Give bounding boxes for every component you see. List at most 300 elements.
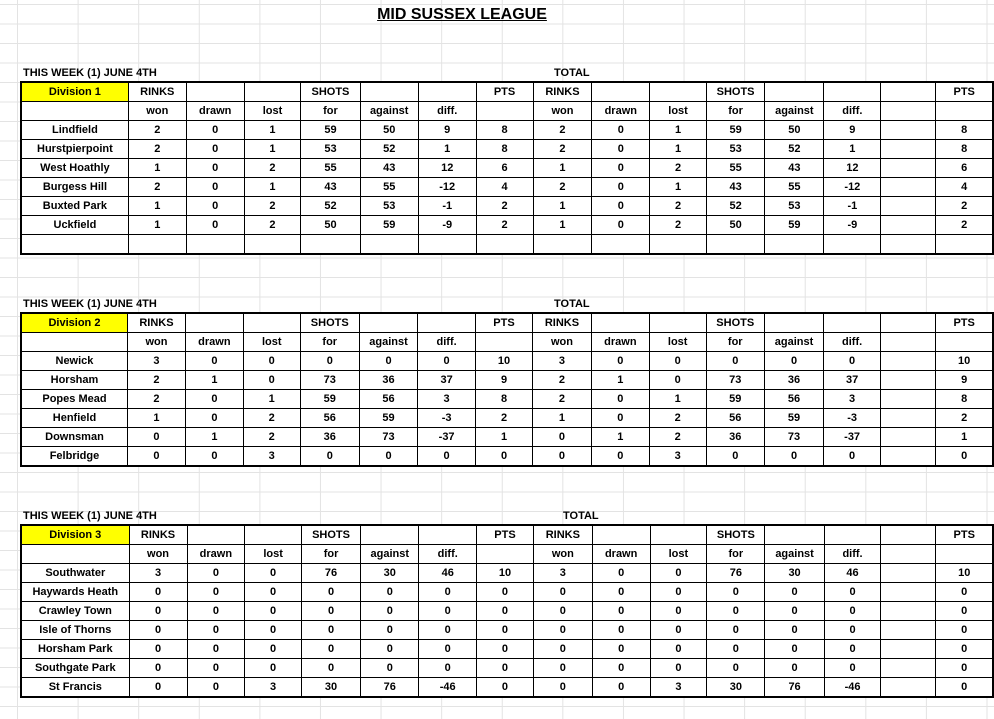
- total-against-cell: 0: [765, 621, 824, 640]
- total-lost-cell: 0: [650, 564, 707, 583]
- total-lost-cell: 3: [650, 678, 707, 698]
- empty-cell: [881, 428, 936, 447]
- team-name: Popes Mead: [21, 390, 127, 409]
- shots-header: SHOTS: [301, 525, 360, 545]
- total-pts-cell: 2: [936, 197, 993, 216]
- week-against-cell: 43: [360, 159, 418, 178]
- total-diff-cell: 46: [824, 564, 881, 583]
- drawn-header: drawn: [186, 102, 244, 121]
- total-pts-cell: 0: [936, 640, 993, 659]
- total-lost-cell: 2: [650, 197, 707, 216]
- week-pts-cell: 4: [476, 178, 533, 197]
- week-won-cell: 3: [127, 352, 185, 371]
- total-diff-cell: [824, 235, 881, 255]
- table-row: [21, 121, 993, 140]
- total-diff-cell: 0: [824, 583, 881, 602]
- week-lost-cell: 0: [243, 352, 300, 371]
- empty-cell: [824, 525, 881, 545]
- week-won-cell: 0: [129, 640, 187, 659]
- total-won-cell: 1: [533, 197, 592, 216]
- total-for-cell: 50: [706, 216, 764, 235]
- week-pts-cell: 6: [476, 159, 533, 178]
- empty-cell: [650, 82, 707, 102]
- division-1-table: [20, 81, 994, 255]
- week-for-cell: 59: [301, 121, 360, 140]
- total-diff-cell: -1: [824, 197, 881, 216]
- total-label: TOTAL: [554, 298, 590, 310]
- total-against-cell: 73: [764, 428, 823, 447]
- total-against-cell: 55: [765, 178, 824, 197]
- empty-cell: [824, 82, 881, 102]
- week-drawn-cell: 0: [186, 159, 244, 178]
- total-won-cell: 0: [533, 678, 592, 698]
- total-lost-cell: [650, 235, 707, 255]
- week-won-cell: 0: [129, 621, 187, 640]
- table-row: [21, 159, 993, 178]
- week-for-cell: 59: [300, 390, 359, 409]
- team-name: Hurstpierpoint: [21, 140, 128, 159]
- total-pts-header: PTS: [936, 313, 993, 333]
- total-drawn-cell: 0: [592, 140, 650, 159]
- table-row: [21, 352, 993, 371]
- empty-cell: [359, 313, 417, 333]
- division-3-table: [20, 524, 994, 698]
- lost-header: lost: [245, 545, 302, 564]
- total-won-cell: 2: [533, 390, 592, 409]
- empty-cell: [881, 659, 936, 678]
- team-name: West Hoathly: [21, 159, 128, 178]
- empty-cell: [592, 525, 650, 545]
- header-row-groups: [21, 525, 993, 545]
- team-name: Southwater: [21, 564, 129, 583]
- total-lost-cell: 0: [650, 640, 707, 659]
- team-name: Newick: [21, 352, 127, 371]
- week-lost-cell: 3: [245, 678, 302, 698]
- empty-cell: [477, 545, 534, 564]
- week-diff-cell: 37: [418, 371, 476, 390]
- total-shots-header: SHOTS: [706, 313, 764, 333]
- week-won-cell: 1: [127, 409, 185, 428]
- week-pts-cell: 8: [476, 390, 533, 409]
- total-label: TOTAL: [554, 67, 590, 79]
- week-lost-cell: 2: [244, 216, 301, 235]
- empty-cell: [649, 313, 706, 333]
- total-drawn-cell: 0: [592, 583, 650, 602]
- empty-cell: [361, 525, 419, 545]
- total-drawn-cell: 1: [591, 428, 649, 447]
- week-against-cell: 73: [359, 428, 417, 447]
- total-won-cell: 2: [533, 121, 592, 140]
- total-won-cell: 0: [533, 640, 592, 659]
- empty-cell: [881, 140, 936, 159]
- total-pts-cell: 0: [936, 583, 993, 602]
- week-drawn-cell: 0: [186, 121, 244, 140]
- empty-cell: [476, 333, 533, 352]
- empty-cell: [881, 159, 936, 178]
- week-pts-cell: 9: [476, 371, 533, 390]
- empty-cell: [765, 525, 824, 545]
- week-pts-cell: 0: [477, 583, 534, 602]
- total-drawn-cell: 0: [591, 390, 649, 409]
- pts-header: PTS: [476, 313, 533, 333]
- total-drawn-cell: 0: [592, 659, 650, 678]
- total-for-header: for: [706, 333, 764, 352]
- week-for-cell: 56: [300, 409, 359, 428]
- division-name: Division 2: [21, 313, 127, 333]
- total-lost-cell: 2: [649, 428, 706, 447]
- empty-cell: [881, 352, 936, 371]
- total-for-cell: 53: [706, 140, 764, 159]
- week-for-cell: 0: [301, 659, 360, 678]
- total-against-cell: [765, 235, 824, 255]
- team-name: Downsman: [21, 428, 127, 447]
- week-pts-cell: 2: [476, 216, 533, 235]
- total-won-cell: [533, 235, 592, 255]
- empty-cell: [881, 371, 936, 390]
- lost-header: lost: [244, 102, 301, 121]
- total-drawn-cell: 0: [592, 640, 650, 659]
- total-for-cell: 73: [706, 371, 764, 390]
- total-won-cell: 3: [533, 564, 592, 583]
- week-diff-cell: 0: [418, 447, 476, 467]
- total-diff-cell: 0: [824, 640, 881, 659]
- week-pts-cell: 1: [476, 428, 533, 447]
- empty-cell: [21, 333, 127, 352]
- total-won-cell: 0: [533, 659, 592, 678]
- total-lost-cell: 0: [650, 583, 707, 602]
- week-diff-cell: -46: [419, 678, 477, 698]
- total-for-cell: 30: [707, 678, 765, 698]
- total-lost-cell: 1: [649, 390, 706, 409]
- team-name: Felbridge: [21, 447, 127, 467]
- total-lost-cell: 2: [650, 216, 707, 235]
- team-name: St Francis: [21, 678, 129, 698]
- total-lost-cell: 0: [650, 621, 707, 640]
- division-2-table: [20, 312, 994, 467]
- total-pts-cell: 0: [936, 447, 993, 467]
- total-label: TOTAL: [563, 510, 599, 522]
- total-lost-cell: 2: [650, 159, 707, 178]
- week-lost-cell: 1: [244, 178, 301, 197]
- total-pts-cell: [936, 235, 993, 255]
- week-against-cell: 0: [361, 602, 419, 621]
- week-won-cell: 2: [128, 178, 186, 197]
- week-drawn-cell: 0: [187, 602, 245, 621]
- week-against-cell: 52: [360, 140, 418, 159]
- total-shots-header: SHOTS: [706, 82, 764, 102]
- table-row: [21, 678, 993, 698]
- for-header: for: [300, 333, 359, 352]
- total-against-header: against: [765, 545, 824, 564]
- week-for-cell: 53: [301, 140, 360, 159]
- total-won-cell: 0: [533, 621, 592, 640]
- total-drawn-cell: 1: [591, 371, 649, 390]
- week-drawn-cell: 0: [186, 178, 244, 197]
- total-for-cell: 0: [706, 447, 764, 467]
- total-diff-cell: 37: [824, 371, 881, 390]
- total-pts-cell: 10: [936, 352, 993, 371]
- total-won-cell: 0: [533, 447, 592, 467]
- week-for-cell: 36: [300, 428, 359, 447]
- total-won-header: won: [533, 102, 592, 121]
- total-lost-cell: 0: [649, 371, 706, 390]
- total-pts-cell: 8: [936, 140, 993, 159]
- total-pts-cell: 8: [936, 390, 993, 409]
- empty-cell: [881, 545, 936, 564]
- week-for-cell: 43: [301, 178, 360, 197]
- total-drawn-cell: 0: [592, 121, 650, 140]
- empty-cell: [187, 525, 245, 545]
- rinks-header: RINKS: [128, 82, 186, 102]
- total-for-cell: 0: [707, 583, 765, 602]
- table-row: [21, 602, 993, 621]
- week-won-cell: 2: [127, 371, 185, 390]
- total-against-header: against: [764, 333, 823, 352]
- week-pts-cell: 0: [477, 602, 534, 621]
- table-row: [21, 583, 993, 602]
- week-drawn-cell: [186, 235, 244, 255]
- rinks-header: RINKS: [127, 313, 185, 333]
- table-row: [21, 564, 993, 583]
- empty-cell: [881, 178, 936, 197]
- week-against-cell: [360, 235, 418, 255]
- total-lost-cell: 0: [649, 352, 706, 371]
- total-for-cell: 59: [706, 390, 764, 409]
- week-label: THIS WEEK (1) JUNE 4TH: [23, 298, 157, 310]
- week-label: THIS WEEK (1) JUNE 4TH: [23, 67, 157, 79]
- empty-cell: [764, 313, 823, 333]
- week-drawn-cell: 1: [185, 428, 243, 447]
- week-lost-cell: [244, 235, 301, 255]
- week-drawn-cell: 0: [186, 216, 244, 235]
- week-against-cell: 0: [359, 352, 417, 371]
- total-rinks-header: RINKS: [533, 525, 592, 545]
- total-for-cell: 0: [707, 602, 765, 621]
- week-against-cell: 76: [361, 678, 419, 698]
- table-row: [21, 140, 993, 159]
- week-won-cell: 2: [128, 140, 186, 159]
- total-lost-header: lost: [650, 102, 707, 121]
- total-against-cell: 50: [765, 121, 824, 140]
- week-lost-cell: 2: [243, 428, 300, 447]
- week-against-cell: 0: [361, 659, 419, 678]
- empty-cell: [244, 82, 301, 102]
- empty-cell: [881, 235, 936, 255]
- week-for-cell: 0: [300, 352, 359, 371]
- total-diff-cell: -37: [824, 428, 881, 447]
- page-title: MID SUSSEX LEAGUE: [377, 6, 547, 23]
- empty-cell: [881, 678, 936, 698]
- total-pts-header: PTS: [936, 525, 993, 545]
- empty-cell: [185, 313, 243, 333]
- total-diff-cell: 3: [824, 390, 881, 409]
- empty-cell: [881, 447, 936, 467]
- week-lost-cell: 1: [243, 390, 300, 409]
- week-drawn-cell: 0: [187, 678, 245, 698]
- table-row: [21, 235, 993, 255]
- week-won-cell: [128, 235, 186, 255]
- week-diff-cell: 12: [418, 159, 476, 178]
- team-name: Henfield: [21, 409, 127, 428]
- week-for-cell: 50: [301, 216, 360, 235]
- total-diff-cell: 12: [824, 159, 881, 178]
- total-drawn-cell: 0: [592, 216, 650, 235]
- total-against-cell: 43: [765, 159, 824, 178]
- week-won-cell: 0: [129, 583, 187, 602]
- header-row-columns: [21, 102, 993, 121]
- total-against-cell: 0: [765, 602, 824, 621]
- against-header: against: [361, 545, 419, 564]
- total-lost-cell: 2: [649, 409, 706, 428]
- total-lost-cell: 0: [650, 602, 707, 621]
- week-against-cell: 0: [359, 447, 417, 467]
- total-won-cell: 1: [533, 216, 592, 235]
- total-for-cell: 55: [706, 159, 764, 178]
- week-lost-cell: 0: [245, 640, 302, 659]
- total-drawn-cell: 0: [591, 447, 649, 467]
- table-row: [21, 409, 993, 428]
- team-name: Lindfield: [21, 121, 128, 140]
- total-drawn-header: drawn: [592, 102, 650, 121]
- total-for-cell: 0: [707, 621, 765, 640]
- week-label: THIS WEEK (1) JUNE 4TH: [23, 510, 157, 522]
- week-diff-cell: 1: [418, 140, 476, 159]
- week-lost-cell: 1: [244, 121, 301, 140]
- total-pts-cell: 4: [936, 178, 993, 197]
- won-header: won: [129, 545, 187, 564]
- week-against-cell: 59: [359, 409, 417, 428]
- empty-cell: [650, 525, 707, 545]
- total-won-cell: 0: [533, 583, 592, 602]
- total-pts-cell: 2: [936, 216, 993, 235]
- shots-header: SHOTS: [301, 82, 360, 102]
- total-pts-cell: 2: [936, 409, 993, 428]
- empty-cell: [881, 390, 936, 409]
- week-won-cell: 3: [129, 564, 187, 583]
- total-lost-header: lost: [650, 545, 707, 564]
- week-drawn-cell: 0: [187, 583, 245, 602]
- total-rinks-header: RINKS: [533, 313, 592, 333]
- shots-header: SHOTS: [300, 313, 359, 333]
- total-shots-header: SHOTS: [707, 525, 765, 545]
- empty-cell: [591, 313, 649, 333]
- total-won-cell: 2: [533, 371, 592, 390]
- empty-cell: [418, 82, 476, 102]
- total-drawn-cell: 0: [592, 678, 650, 698]
- total-for-cell: 59: [706, 121, 764, 140]
- empty-cell: [881, 583, 936, 602]
- total-against-cell: 30: [765, 564, 824, 583]
- total-pts-cell: 10: [936, 564, 993, 583]
- empty-cell: [186, 82, 244, 102]
- team-name: Horsham Park: [21, 640, 129, 659]
- total-lost-cell: 1: [650, 121, 707, 140]
- lost-header: lost: [243, 333, 300, 352]
- against-header: against: [360, 102, 418, 121]
- total-against-cell: 52: [765, 140, 824, 159]
- total-drawn-cell: 0: [592, 621, 650, 640]
- empty-cell: [824, 313, 881, 333]
- week-pts-cell: 10: [476, 352, 533, 371]
- total-pts-cell: 0: [936, 621, 993, 640]
- empty-cell: [765, 82, 824, 102]
- empty-cell: [592, 82, 650, 102]
- week-diff-cell: 46: [419, 564, 477, 583]
- total-won-cell: 0: [533, 428, 592, 447]
- week-for-cell: 30: [301, 678, 360, 698]
- week-against-cell: 30: [361, 564, 419, 583]
- diff-header: diff.: [418, 333, 476, 352]
- week-diff-cell: [418, 235, 476, 255]
- week-pts-cell: 2: [476, 409, 533, 428]
- week-for-cell: 55: [301, 159, 360, 178]
- header-row-groups: [21, 82, 993, 102]
- total-against-header: against: [765, 102, 824, 121]
- division-name: Division 1: [21, 82, 128, 102]
- total-pts-header: PTS: [936, 82, 993, 102]
- empty-cell: [936, 102, 993, 121]
- team-name: [21, 235, 128, 255]
- week-for-cell: 52: [301, 197, 360, 216]
- total-for-header: for: [707, 545, 765, 564]
- rinks-header: RINKS: [129, 525, 187, 545]
- total-diff-cell: 1: [824, 140, 881, 159]
- total-drawn-cell: 0: [592, 602, 650, 621]
- week-drawn-cell: 0: [187, 659, 245, 678]
- week-for-cell: [301, 235, 360, 255]
- total-drawn-header: drawn: [591, 333, 649, 352]
- week-diff-cell: -3: [418, 409, 476, 428]
- empty-cell: [881, 216, 936, 235]
- total-diff-cell: 0: [824, 447, 881, 467]
- total-against-cell: 56: [764, 390, 823, 409]
- week-drawn-cell: 0: [187, 621, 245, 640]
- table-row: [21, 659, 993, 678]
- total-diff-header: diff.: [824, 545, 881, 564]
- week-won-cell: 0: [129, 602, 187, 621]
- total-won-header: won: [533, 333, 592, 352]
- week-lost-cell: 2: [244, 197, 301, 216]
- total-against-cell: 76: [765, 678, 824, 698]
- won-header: won: [128, 102, 186, 121]
- table-row: [21, 390, 993, 409]
- table-row: [21, 447, 993, 467]
- week-against-cell: 59: [360, 216, 418, 235]
- for-header: for: [301, 102, 360, 121]
- empty-cell: [881, 102, 936, 121]
- total-drawn-cell: [592, 235, 650, 255]
- empty-cell: [21, 102, 128, 121]
- week-pts-cell: 10: [477, 564, 534, 583]
- week-pts-cell: 0: [476, 447, 533, 467]
- week-won-cell: 1: [128, 159, 186, 178]
- total-lost-cell: 1: [650, 178, 707, 197]
- table-row: [21, 621, 993, 640]
- week-lost-cell: 3: [243, 447, 300, 467]
- week-lost-cell: 1: [244, 140, 301, 159]
- total-drawn-cell: 0: [591, 409, 649, 428]
- total-against-cell: 0: [765, 640, 824, 659]
- week-against-cell: 50: [360, 121, 418, 140]
- team-name: Uckfield: [21, 216, 128, 235]
- header-row-columns: [21, 545, 993, 564]
- table-row: [21, 216, 993, 235]
- week-pts-cell: 0: [477, 640, 534, 659]
- total-won-cell: 3: [533, 352, 592, 371]
- week-pts-cell: 8: [476, 121, 533, 140]
- week-diff-cell: 0: [419, 640, 477, 659]
- week-diff-cell: 0: [419, 583, 477, 602]
